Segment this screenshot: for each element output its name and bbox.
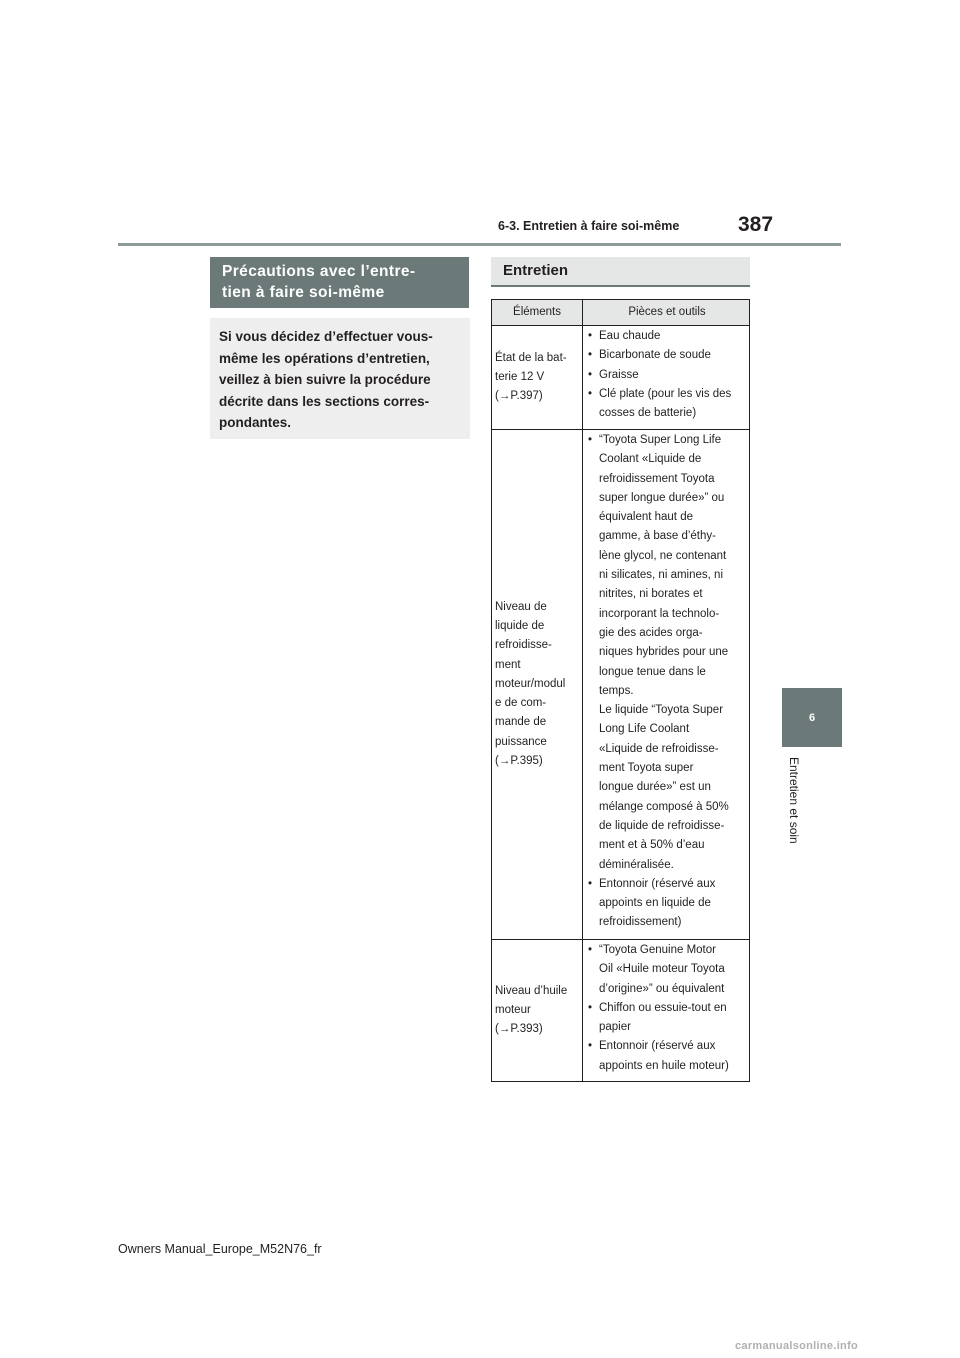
list-item-line: • Clé plate (pour les vis des [599, 387, 732, 400]
list-item-line: super longue durée»” ou [599, 491, 725, 504]
maintenance-heading: Entretien [491, 257, 750, 287]
list-item-line: papier [599, 1021, 631, 1034]
list-item-line: d’origine»” ou équivalent [599, 982, 725, 995]
element-line: refroidisse- [495, 639, 552, 652]
element-line: e de com- [495, 697, 547, 710]
page-number: 387 [738, 213, 774, 236]
list-item-line: • Eau chaude [599, 330, 661, 342]
list-item [588, 346, 746, 365]
maintenance-table [491, 299, 750, 1082]
header-rule [118, 243, 841, 246]
precautions-box [210, 318, 470, 439]
list-item [588, 875, 746, 933]
parts-list [588, 327, 746, 423]
element-cell [492, 326, 583, 429]
list-item-line: Long Life Coolant [599, 723, 690, 736]
list-item-line: nitrites, ni borates et [599, 588, 703, 601]
element-line: moteur [495, 1003, 531, 1016]
element-line: mande de [495, 716, 547, 729]
element-line: État de la bat- [495, 351, 567, 364]
element-line: (→P.397) [495, 390, 543, 403]
column-header-elements: Éléments [492, 300, 583, 325]
header-section-title: 6-3. Entretien à faire soi-même [498, 219, 680, 233]
precautions-line: veillez à bien suivre la procédure [219, 372, 431, 387]
column-header-parts: Pièces et outils [628, 305, 706, 318]
table-header-row [492, 300, 749, 325]
list-item-line: lène glycol, ne contenant [599, 549, 727, 562]
table-row [492, 429, 749, 939]
element-cell [492, 940, 583, 1081]
chapter-tab[interactable]: 6 [782, 688, 842, 747]
element-line: liquide de [495, 619, 545, 632]
list-item-line: déminéralisée. [599, 858, 674, 871]
list-item-line: longue tenue dans le [599, 665, 706, 678]
element-line: moteur/modul [495, 677, 566, 690]
list-item-line: • “Toyota Genuine Motor [599, 944, 716, 956]
list-item-line: mélange composé à 50% [599, 800, 729, 813]
list-item-line: longue durée»” est un [599, 781, 711, 794]
list-item-line: Le liquide “Toyota Super [599, 704, 724, 717]
chapter-label: Entretien et soin [787, 757, 801, 844]
element-line: (→P.393) [495, 1023, 543, 1036]
list-item [588, 431, 746, 875]
list-item-line: «Liquide de refroidisse- [599, 742, 719, 755]
list-item-line: • Chiffon ou essuie-tout en [599, 1001, 727, 1014]
list-item [588, 385, 746, 424]
parts-list [588, 431, 746, 933]
precautions-line: Si vous décidez d’effectuer vous- [219, 329, 433, 344]
table-row [492, 939, 749, 1081]
element-line: Niveau de [495, 600, 547, 613]
list-item [588, 1037, 746, 1076]
element-line: (→P.395) [495, 755, 543, 768]
list-item-line: appoints en huile moteur) [599, 1059, 729, 1072]
list-item [588, 999, 746, 1038]
list-item-line: niques hybrides pour une [599, 646, 729, 659]
element-line: Niveau d’huile [495, 984, 568, 997]
list-item [588, 941, 746, 999]
list-item-line: ment et à 50% d’eau [599, 839, 705, 852]
precautions-heading-line: Précautions avec l’entre- [222, 263, 416, 280]
parts-cell [583, 430, 749, 939]
list-item-line: Oil «Huile moteur Toyota [599, 963, 725, 976]
precautions-line: même les opérations d’entretien, [219, 350, 430, 366]
element-line: terie 12 V [495, 370, 545, 383]
list-item-line: de liquide de refroidisse- [599, 819, 725, 832]
element-line: ment [495, 658, 521, 671]
watermark: carmanualsonline.info [735, 1340, 859, 1352]
precautions-heading-line: tien à faire soi-même [222, 284, 385, 301]
table-row [492, 325, 749, 429]
list-item-line: gamme, à base d’éthy- [599, 530, 716, 543]
list-item-line: Coolant «Liquide de [599, 453, 702, 466]
list-item-line: incorporant la technolo- [599, 607, 720, 620]
list-item-line: refroidissement) [599, 916, 682, 929]
list-item [588, 327, 746, 346]
list-item-line: cosses de batterie) [599, 407, 697, 420]
list-item-line: gie des acides orga- [599, 626, 703, 639]
list-item-line: • Entonnoir (réservé aux [599, 1040, 716, 1053]
parts-list [588, 941, 746, 1076]
parts-cell [583, 940, 749, 1081]
list-item-line: • Entonnoir (réservé aux [599, 877, 716, 890]
list-item-line: ni silicates, ni amines, ni [599, 569, 723, 582]
precautions-line: décrite dans les sections corres- [219, 393, 430, 409]
list-item-line: temps. [599, 684, 634, 697]
parts-cell [583, 326, 749, 429]
list-item [588, 366, 746, 385]
list-item-line: refroidissement Toyota [599, 472, 715, 485]
precautions-line: pondantes. [219, 415, 292, 430]
list-item-line: ment Toyota super [599, 762, 694, 775]
footer-manual-id: Owners Manual_Europe_M52N76_fr [118, 1242, 322, 1256]
list-item-line: • Graisse [599, 368, 639, 381]
list-item-line: équivalent haut de [599, 511, 693, 524]
list-item-line: • “Toyota Super Long Life [599, 434, 722, 446]
precautions-heading [210, 257, 469, 308]
element-line: puissance [495, 735, 547, 748]
list-item-line: appoints en liquide de [599, 897, 711, 910]
list-item-line: • Bicarbonate de soude [599, 349, 711, 362]
element-cell [492, 430, 583, 939]
